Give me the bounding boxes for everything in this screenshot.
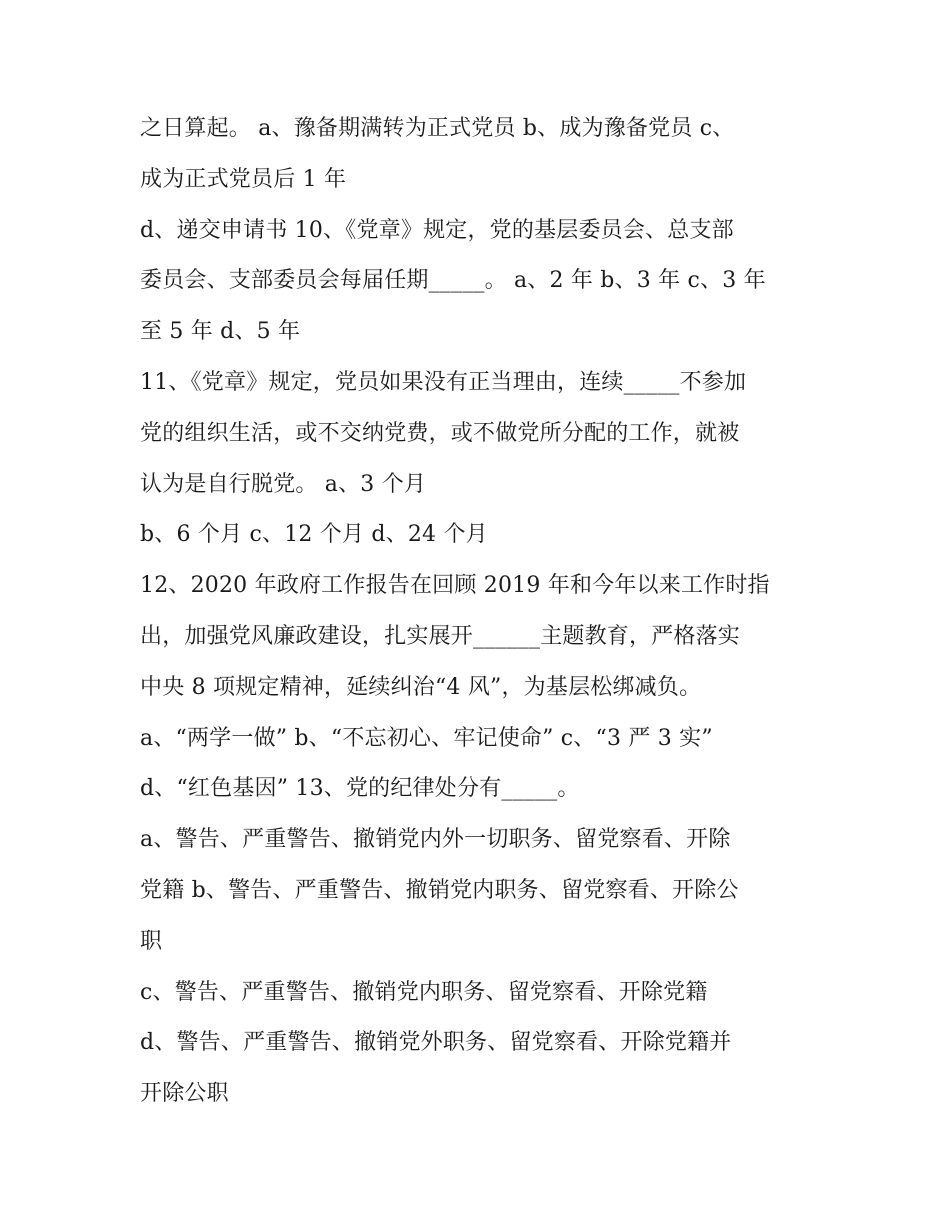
text-line: 12、2020 年政府工作报告在回顾 2019 年和今年以来工作时指: [140, 573, 770, 599]
text-line: a、警告、严重警告、撤销党内外一切职务、留党察看、开除: [140, 827, 731, 853]
text-line: d、警告、严重警告、撤销党外职务、留党察看、开除党籍并: [140, 1030, 732, 1056]
text-line: d、递交申请书 10、《党章》规定，党的基层委员会、总支部: [140, 217, 734, 243]
text-line: 11、《党章》规定，党员如果没有正当理由，连续_____不参加: [140, 369, 747, 395]
text-line: d、“红色基因” 13、党的纪律处分有_____。: [140, 776, 580, 802]
text-line: 委员会、支部委员会每届任期_____。 a、2 年 b、3 年 c、3 年: [140, 268, 766, 294]
text-line: 认为是自行脱党。 a、3 个月: [140, 471, 427, 497]
text-line: 中央 8 项规定精神，延续纠治“4 风”，为基层松绑减负。: [140, 674, 702, 700]
text-line: 党籍 b、警告、严重警告、撤销党内职务、留党察看、开除公: [140, 877, 739, 903]
text-line: a、“两学一做” b、“不忘初心、牢记使命” c、“3 严 3 实”: [140, 725, 713, 751]
text-line: 成为正式党员后 1 年: [140, 166, 347, 192]
text-line: 职: [140, 928, 163, 954]
document-body: [140, 104, 820, 1120]
text-line: 开除公职: [140, 1081, 229, 1107]
text-line: 至 5 年 d、5 年: [140, 319, 301, 345]
text-line: c、警告、严重警告、撤销党内职务、留党察看、开除党籍: [140, 979, 708, 1005]
text-line: 之日算起。 a、豫备期满转为正式党员 b、成为豫备党员 c、: [140, 116, 735, 141]
text-line: 党的组织生活，或不交纳党费，或不做党所分配的工作，就被: [140, 420, 740, 446]
text-line: b、6 个月 c、12 个月 d、24 个月: [140, 522, 488, 548]
text-line: 出，加强党风廉政建设，扎实展开______主题教育，严格落实: [140, 623, 741, 649]
